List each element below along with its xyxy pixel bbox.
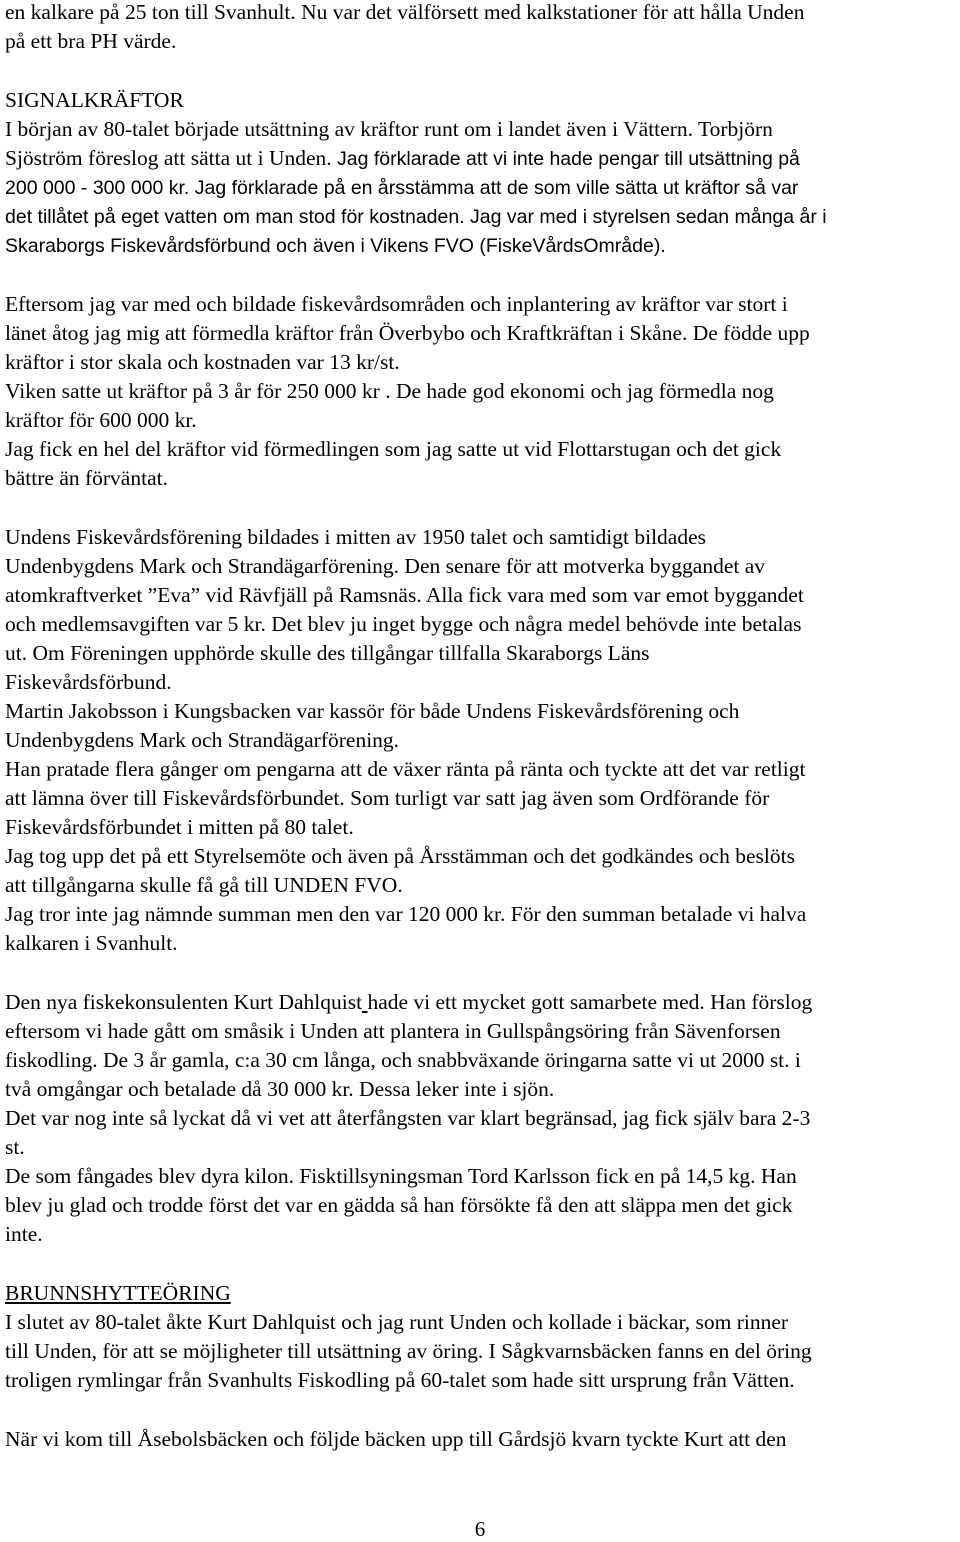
text-line <box>5 1046 801 1075</box>
text-run: hade vi ett mycket gott samarbete med. Han förslog <box>367 990 813 1014</box>
text-run: I slutet av 80-talet åkte Kurt Dahlquist och jag runt Unden och kollade i bäckar, som rinner <box>5 1310 789 1334</box>
text-line <box>5 1191 792 1220</box>
text-run: Skaraborgs Fiskevårdsförbund och även i Vikens FVO (FiskeVårdsOmråde). <box>5 235 666 257</box>
text-line <box>5 929 178 958</box>
text-line <box>5 202 827 231</box>
text-line <box>5 173 798 202</box>
text-line <box>5 784 769 813</box>
text-run: Fiskevårdsförbund. <box>5 670 172 694</box>
text-run: Jag fick en hel del kräftor vid förmedlingen som jag satte ut vid Flottarstugan och det gick <box>5 437 782 461</box>
text-run: Jag förklarade att vi inte hade pengar till utsättning på <box>337 148 800 170</box>
text-run: ut. Om Föreningen upphörde skulle des tillgångar tillfalla Skaraborgs Läns <box>5 641 650 665</box>
text-run: st. <box>5 1135 25 1159</box>
text-line <box>5 523 706 552</box>
text-run: Undens Fiskevårdsförening bildades i mitten av 1950 talet och samtidigt bildades <box>5 525 707 549</box>
text-run: Undenbygdens Mark och Strandägarförening. Den senare för att motverka byggandet av <box>5 554 766 578</box>
text-run: Den nya fiskekonsulenten Kurt Dahlquist <box>5 990 363 1014</box>
text-run: De som fångades blev dyra kilon. Fisktillsyningsman Tord Karlsson fick en på 14,5 kg. Han <box>5 1164 797 1188</box>
text-run: 200 000 - 300 000 kr. Jag förklarade på en årsstämma att de som ville sätta ut kräftor så var <box>5 177 799 199</box>
text-line <box>5 377 774 406</box>
text-line <box>5 231 666 260</box>
text-run: på ett bra PH värde. <box>5 29 177 53</box>
text-line <box>5 842 795 871</box>
text-line <box>5 552 765 581</box>
text-run: atomkraftverket ”Eva” vid Rävfjäll på Ramsnäs. Alla fick vara med som var emot byggandet <box>5 583 804 607</box>
text-run: När vi kom till Åsebolsbäcken och följde bäcken upp till Gårdsjö kvarn tyckte Kurt att den <box>5 1427 787 1451</box>
text-run: bättre än förväntat. <box>5 466 168 490</box>
text-line <box>5 290 788 319</box>
text-run: Jag tog upp det på ett Styrelsemöte och även på Årsstämman och det godkändes och beslöts <box>5 844 795 868</box>
text-run: Fiskevårdsförbundet i mitten på 80 talet. <box>5 815 354 839</box>
text-run: en kalkare på 25 ton till Svanhult. Nu var det välförsett med kalkstationer för att hålla Unden <box>5 0 805 24</box>
text-line <box>5 464 168 493</box>
page-number: 6 <box>474 1517 486 1541</box>
text-line <box>5 581 804 610</box>
text-line <box>5 115 773 144</box>
text-run: Det var nog inte så lyckat då vi vet att återfångsten var klart begränsad, jag fick själv bara 2-3 <box>5 1106 811 1130</box>
text-run: Martin Jakobsson i Kungsbacken var kassör för både Undens Fiskevårdsförening och <box>5 699 740 723</box>
text-run: länet åtog jag mig att förmedla kräftor från Överbybo och Kraftkräftan i Skåne. De födde upp <box>5 321 810 345</box>
text-run: fiskodling. De 3 år gamla, c:a 30 cm långa, och snabbväxande öringarna satte vi ut 2000 st. i <box>5 1048 801 1072</box>
text-line <box>5 1017 781 1046</box>
text-line <box>5 697 739 726</box>
text-run: det tillåtet på eget vatten om man stod för kostnaden. Jag var med i styrelsen sedan många år i <box>5 206 827 228</box>
text-run: att lämna över till Fiskevårdsförbundet. Som turligt var satt jag även som Ordförande för <box>5 786 770 810</box>
text-run: Viken satte ut kräftor på 3 år för 250 000 kr . De hade god ekonomi och jag förmedla nog <box>5 379 774 403</box>
text-line <box>5 639 649 668</box>
text-line <box>5 755 805 784</box>
text-run: I början av 80-talet började utsättning av kräftor runt om i landet även i Vättern. Torbjörn <box>5 117 773 141</box>
text-line <box>5 726 399 755</box>
text-line <box>5 1425 787 1454</box>
text-run: Sjöström föreslog att sätta ut i Unden. <box>5 146 338 170</box>
text-line <box>5 319 810 348</box>
text-line <box>5 1104 810 1133</box>
text-run: att tillgångarna skulle få gå till UNDEN FVO. <box>5 873 403 897</box>
text-line <box>5 1366 795 1395</box>
text-run: SIGNALKRÄFTOR <box>5 88 184 112</box>
text-line <box>5 406 197 435</box>
text-line <box>5 348 400 377</box>
text-line <box>5 435 781 464</box>
text-line <box>5 1162 797 1191</box>
text-line <box>5 1220 43 1249</box>
text-line <box>5 1279 231 1308</box>
text-line <box>5 900 806 929</box>
text-line <box>5 610 801 639</box>
text-run: inte. <box>5 1222 43 1246</box>
text-run: Undenbygdens Mark och Strandägarförening. <box>5 728 400 752</box>
text-line <box>5 0 804 27</box>
text-line <box>5 1133 25 1162</box>
text-run: kräftor för 600 000 kr. <box>5 408 197 432</box>
text-run: kräftor i stor skala och kostnaden var 13 kr/st. <box>5 350 400 374</box>
text-run: eftersom vi hade gått om småsik i Unden att plantera in Gullspångsöring från Sävenforsen <box>5 1019 781 1043</box>
text-line <box>5 813 354 842</box>
text-run: och medlemsavgiften var 5 kr. Det blev ju inget bygge och några medel behövde inte betalas <box>5 612 802 636</box>
text-run: kalkaren i Svanhult. <box>5 931 178 955</box>
text-run: Han pratade flera gånger om pengarna att de växer ränta på ränta och tyckte att det var retligt <box>5 757 806 781</box>
text-run: blev ju glad och trodde först det var en gädda så han försökte få den att släppa men det gick <box>5 1193 793 1217</box>
text-run: troligen rymlingar från Svanhults Fiskodling på 60-talet som hade sitt ursprung från Vätten. <box>5 1368 795 1392</box>
text-line <box>5 144 800 173</box>
text-run: två omgångar och betalade då 30 000 kr. Dessa leker inte i sjön. <box>5 1077 555 1101</box>
text-run: till Unden, för att se möjligheter till utsättning av öring. I Sågkvarnsbäcken fanns en del öring <box>5 1339 812 1363</box>
text-line <box>5 988 812 1017</box>
text-line <box>5 86 184 115</box>
text-line <box>5 1308 788 1337</box>
text-line <box>5 1337 812 1366</box>
text-run: Jag tror inte jag nämnde summan men den var 120 000 kr. För den summan betalade vi halva <box>5 902 807 926</box>
section-heading-brunnshytteoring: BRUNNSHYTTEÖRING <box>5 1281 231 1305</box>
text-line <box>5 1075 554 1104</box>
text-line <box>5 668 172 697</box>
text-line <box>5 27 176 56</box>
text-run: Eftersom jag var med och bildade fiskevårdsområden och inplantering av kräftor var stort i <box>5 292 788 316</box>
text-line <box>5 871 403 900</box>
